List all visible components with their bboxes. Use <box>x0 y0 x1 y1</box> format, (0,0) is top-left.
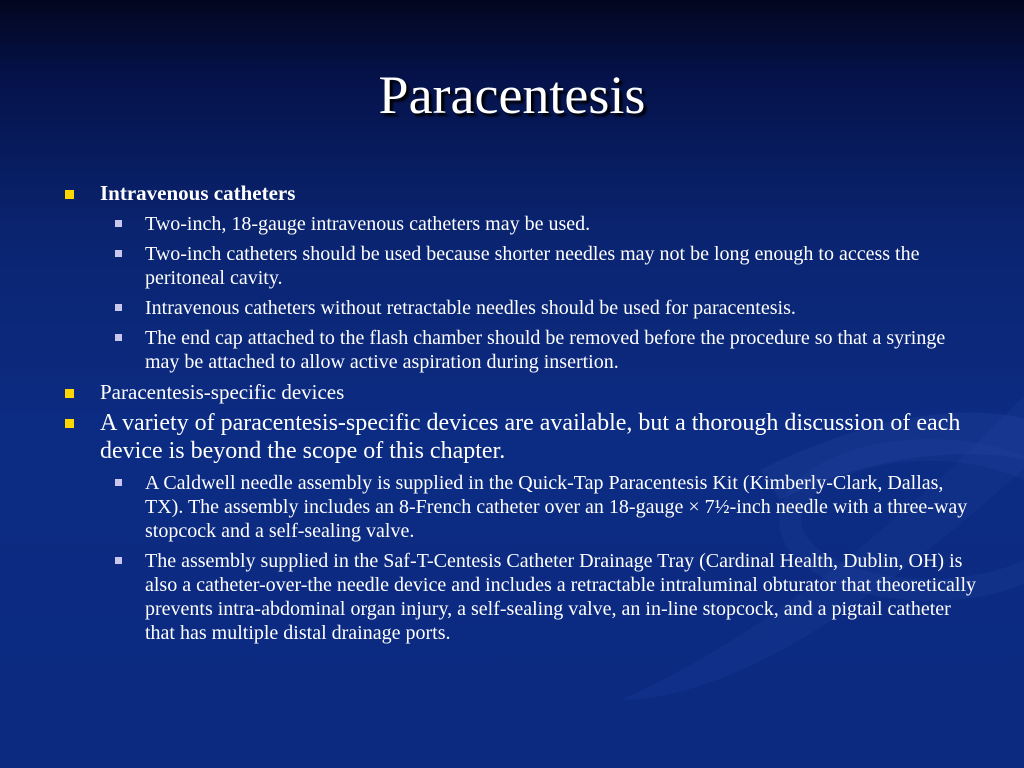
square-bullet-icon <box>115 304 122 311</box>
sub-bullet <box>145 296 984 320</box>
sub-bullet <box>145 212 984 236</box>
square-bullet-icon <box>115 250 122 257</box>
bullet-text: A variety of paracentesis-specific devices are available, but a thorough discussion of each device is beyond the scope of this chapter. <box>100 410 961 464</box>
bullet-intravenous-catheters <box>100 181 994 206</box>
bullet-paracentesis-specific-devices <box>100 380 994 405</box>
sub-bullet <box>145 326 984 374</box>
bullet-variety-of-devices <box>100 409 994 465</box>
square-bullet-icon <box>65 389 74 398</box>
sub-bullet-text: The end cap attached to the flash chamber should be removed before the procedure so that a syringe may be attached to allow active aspiration during insertion. <box>145 327 946 373</box>
sub-bullet-text: Two-inch catheters should be used because shorter needles may not be long enough to access the peritoneal cavity. <box>145 243 920 289</box>
square-bullet-icon <box>115 334 122 341</box>
sub-bullet-text: Two-inch, 18-gauge intravenous catheters may be used. <box>145 213 591 235</box>
slide-title: Paracentesis <box>378 65 646 125</box>
sub-bullet <box>145 242 984 290</box>
square-bullet-icon <box>65 419 74 428</box>
slide-content <box>0 181 1024 645</box>
square-bullet-icon <box>115 557 122 564</box>
sub-bullet-text: Intravenous catheters without retractable needles should be used for paracentesis. <box>145 297 796 319</box>
bullet-text: Intravenous catheters <box>100 181 296 205</box>
square-bullet-icon <box>115 479 122 486</box>
sub-bullet-text: The assembly supplied in the Saf-T-Centesis Catheter Drainage Tray (Cardinal Health, Dublin, OH) is also a catheter-over-the needle device and includes a retractable intraluminal obturator that theoretically prevents intra-abdominal organ injury, a self-sealing valve, an in-line stopcock, and a pigtail catheter that has multiple distal drainage ports. <box>145 550 977 644</box>
sub-bullet <box>145 471 984 543</box>
bullet-text: Paracentesis-specific devices <box>100 380 345 404</box>
square-bullet-icon <box>115 220 122 227</box>
sub-bullet-text: A Caldwell needle assembly is supplied in the Quick-Tap Paracentesis Kit (Kimberly-Clark, Dallas, TX). The assembly includes an 8-French catheter over an 18-gauge × 7½-inch needle with a three-way stopcock and a self-sealing valve. <box>145 472 968 542</box>
sub-bullet <box>145 549 984 645</box>
square-bullet-icon <box>65 190 74 199</box>
